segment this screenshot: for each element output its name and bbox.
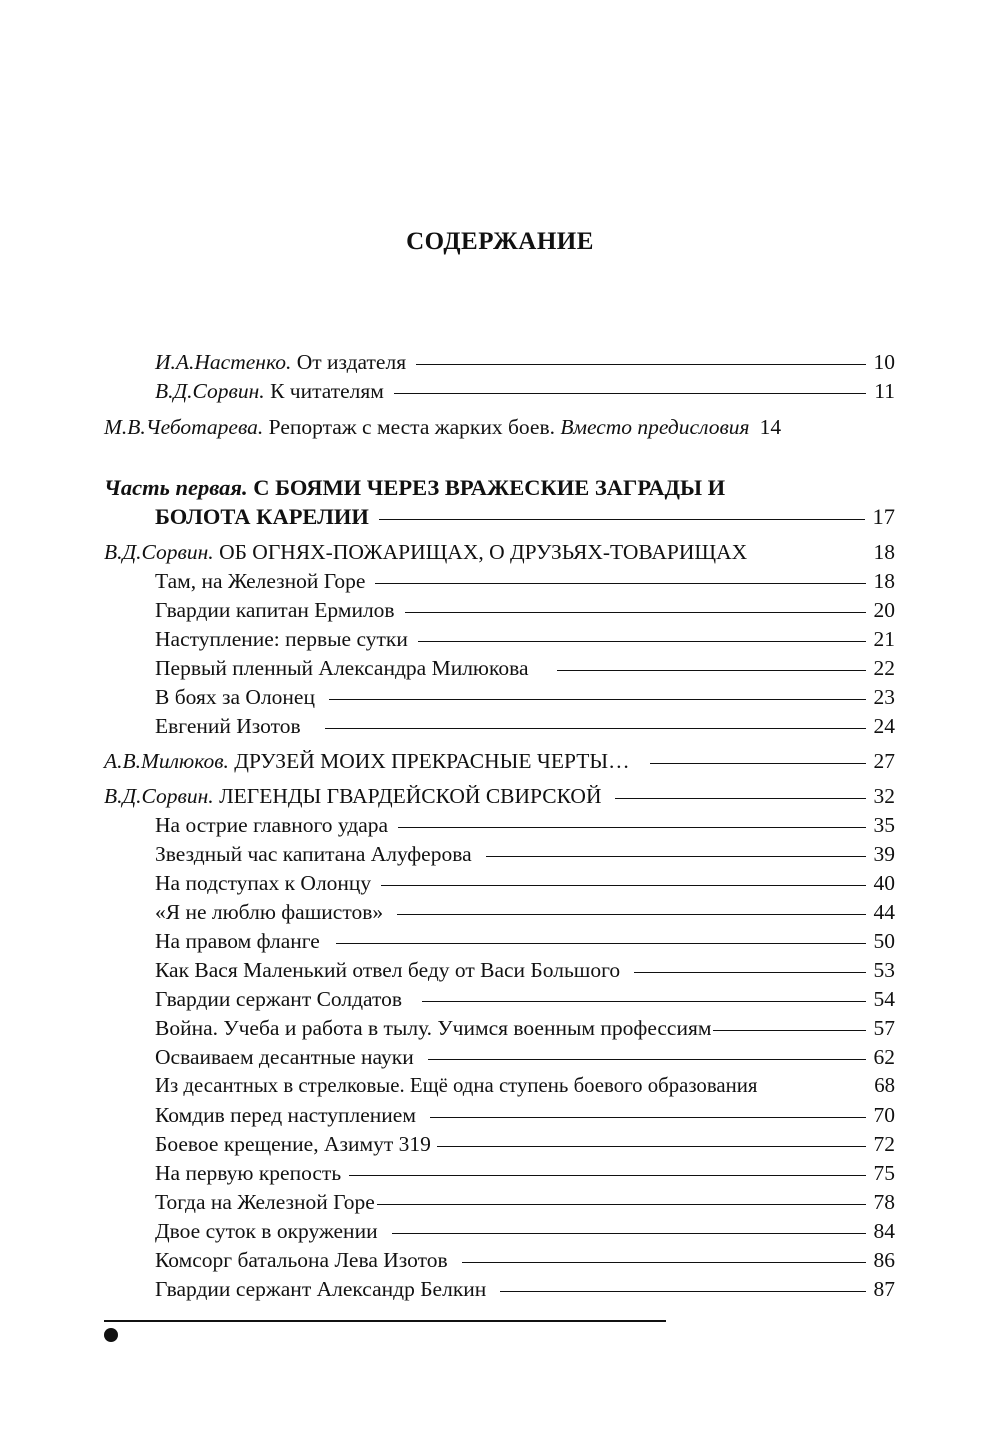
entry-page-number: 14 xyxy=(759,415,782,439)
dot-leader xyxy=(634,972,865,973)
entry-title: Двое суток в окружении xyxy=(155,1219,378,1243)
entry-page-number: 44 xyxy=(873,900,895,924)
entry-page-number: 20 xyxy=(873,598,895,622)
toc-entry xyxy=(155,654,895,682)
toc-entry xyxy=(155,1014,895,1042)
entry-page-number: 54 xyxy=(873,987,895,1011)
dot-leader xyxy=(392,1233,866,1234)
toc-entry xyxy=(155,811,895,839)
entry-title: ОБ ОГНЯХ-ПОЖАРИЩАХ, О ДРУЗЬЯХ-ТОВАРИЩАХ xyxy=(219,540,748,564)
entry-title: В боях за Олонец xyxy=(155,685,315,709)
toc-entry xyxy=(155,985,895,1013)
entry-title: К читателям xyxy=(270,379,384,403)
dot-leader xyxy=(615,798,865,799)
toc-entry xyxy=(155,1275,895,1303)
entry-title: Комсорг батальона Лева Изотов xyxy=(155,1248,448,1272)
toc-entry xyxy=(155,869,895,897)
toc-entry xyxy=(155,840,895,868)
dot-leader xyxy=(650,763,866,764)
entry-page-number: 35 xyxy=(873,813,895,837)
dot-leader xyxy=(325,728,866,729)
entry-title: На правом фланге xyxy=(155,929,320,953)
dot-leader xyxy=(336,943,866,944)
toc-entry xyxy=(155,1188,895,1216)
entry-page-number: 23 xyxy=(873,685,895,709)
toc-entry xyxy=(155,567,895,595)
entry-page-number: 84 xyxy=(873,1219,895,1243)
entry-page-number: 72 xyxy=(873,1132,895,1156)
entry-title: Репортаж с места жарких боев. xyxy=(268,415,556,439)
part-title-line1: С БОЯМИ ЧЕРЕЗ ВРАЖЕСКИЕ ЗАГРАДЫ И xyxy=(253,475,726,500)
part-heading-continued xyxy=(155,503,895,531)
entry-title: Из десантных в стрелковые. Ещё одна ступень боевого образования xyxy=(155,1074,758,1097)
entry-page-number: 17 xyxy=(872,504,895,529)
entry-page-number: 39 xyxy=(873,842,895,866)
entry-title: ДРУЗЕЙ МОИХ ПРЕКРАСНЫЕ ЧЕРТЫ… xyxy=(234,749,630,773)
toc-entry xyxy=(104,782,895,810)
dot-leader xyxy=(398,827,865,828)
entry-page-number: 75 xyxy=(873,1161,895,1185)
entry-author: В.Д.Сорвин. xyxy=(104,784,214,808)
dot-leader xyxy=(557,670,866,671)
entry-title: От издателя xyxy=(296,350,407,374)
toc-entry xyxy=(104,413,895,441)
dot-leader xyxy=(437,1146,866,1147)
toc-entry xyxy=(155,377,895,405)
dot-leader xyxy=(713,1030,865,1031)
entry-title: Война. Учеба и работа в тылу. Учимся военным профессиям xyxy=(155,1016,712,1040)
dot-leader xyxy=(422,1001,865,1002)
toc-entry xyxy=(104,747,895,775)
entry-page-number: 18 xyxy=(873,569,895,593)
dot-leader xyxy=(430,1117,866,1118)
entry-page-number: 68 xyxy=(874,1074,895,1097)
entry-page-number: 78 xyxy=(873,1190,895,1214)
dot-leader xyxy=(428,1059,866,1060)
toc-entry xyxy=(155,927,895,955)
page-title: СОДЕРЖАНИЕ xyxy=(406,228,594,255)
entry-page-number: 22 xyxy=(873,656,895,680)
entry-title: Там, на Железной Горе xyxy=(155,569,366,593)
entry-title: Тогда на Железной Горе xyxy=(155,1190,375,1214)
entry-title: «Я не люблю фашистов» xyxy=(155,900,384,924)
entry-author: В.Д.Сорвин. xyxy=(104,540,214,564)
entry-author: А.В.Милюков. xyxy=(104,749,229,773)
toc-entry xyxy=(155,1101,895,1129)
entry-title: Гвардии сержант Александр Белкин xyxy=(155,1277,487,1301)
toc-entry xyxy=(155,898,895,926)
toc-entry xyxy=(155,1130,895,1158)
toc-entry xyxy=(155,1072,895,1100)
dot-leader xyxy=(349,1175,865,1176)
entry-page-number: 24 xyxy=(873,714,895,738)
entry-title: Как Вася Маленький отвел беду от Васи Большого xyxy=(155,958,621,982)
entry-title: Евгений Изотов xyxy=(155,714,301,738)
entry-page-number: 21 xyxy=(873,627,895,651)
dot-leader xyxy=(379,519,865,520)
dot-leader xyxy=(486,856,866,857)
entry-page-number: 32 xyxy=(873,784,895,808)
part-heading xyxy=(104,474,895,502)
dot-leader xyxy=(418,641,866,642)
entry-title: На первую крепость xyxy=(155,1161,342,1185)
entry-page-number: 53 xyxy=(873,958,895,982)
toc-entry xyxy=(104,538,895,566)
entry-page-number: 57 xyxy=(873,1016,895,1040)
entry-title: Первый пленный Александра Милюкова xyxy=(155,656,529,680)
entry-title: На подступах к Олонцу xyxy=(155,871,372,895)
entry-title: ЛЕГЕНДЫ ГВАРДЕЙСКОЙ СВИРСКОЙ xyxy=(219,784,602,808)
dot-leader xyxy=(416,364,865,365)
entry-title: Наступление: первые сутки xyxy=(155,627,408,651)
entry-page-number: 70 xyxy=(873,1103,895,1127)
entry-page-number: 50 xyxy=(873,929,895,953)
dot-leader xyxy=(462,1262,866,1263)
entry-page-number: 87 xyxy=(873,1277,895,1301)
part-label: Часть первая. xyxy=(104,475,248,500)
dot-leader xyxy=(375,583,865,584)
entry-page-number: 27 xyxy=(873,749,895,773)
dot-leader xyxy=(377,1204,866,1205)
entry-page-number: 18 xyxy=(873,540,895,564)
entry-page-number: 40 xyxy=(873,871,895,895)
entry-subtitle: Вместо предисловия xyxy=(560,415,750,439)
dot-leader xyxy=(397,914,865,915)
toc-entry xyxy=(155,683,895,711)
entry-author: И.А.Настенко. xyxy=(155,350,292,374)
toc-entry xyxy=(155,625,895,653)
toc-entry xyxy=(155,1159,895,1187)
footer-rule xyxy=(104,1320,666,1322)
toc-entry xyxy=(155,596,895,624)
entry-page-number: 10 xyxy=(873,350,895,374)
dot-leader xyxy=(329,699,866,700)
entry-title: Осваиваем десантные науки xyxy=(155,1045,414,1069)
entry-author: М.В.Чеботарева. xyxy=(104,415,264,439)
entry-title: Гвардии капитан Ермилов xyxy=(155,598,395,622)
entry-title: Гвардии сержант Солдатов xyxy=(155,987,403,1011)
toc-entry xyxy=(155,712,895,740)
part-title-line2: БОЛОТА КАРЕЛИИ xyxy=(155,504,369,529)
entry-title: На острие главного удара xyxy=(155,813,389,837)
entry-author: В.Д.Сорвин. xyxy=(155,379,265,403)
entry-title: Комдив перед наступлением xyxy=(155,1103,416,1127)
entry-page-number: 62 xyxy=(873,1045,895,1069)
dot-leader xyxy=(381,885,865,886)
toc-entry xyxy=(155,1217,895,1245)
footer-bullet-dot xyxy=(104,1328,118,1342)
dot-leader xyxy=(394,393,866,394)
entry-title: Боевое крещение, Азимут 319 xyxy=(155,1132,431,1156)
entry-title: Звездный час капитана Алуферова xyxy=(155,842,472,866)
toc-entry xyxy=(155,1246,895,1274)
entry-page-number: 11 xyxy=(874,379,895,403)
toc-entry xyxy=(155,348,895,376)
dot-leader xyxy=(500,1291,865,1292)
dot-leader xyxy=(405,612,866,613)
toc-entry xyxy=(155,1043,895,1071)
toc-entry xyxy=(155,956,895,984)
entry-page-number: 86 xyxy=(873,1248,895,1272)
